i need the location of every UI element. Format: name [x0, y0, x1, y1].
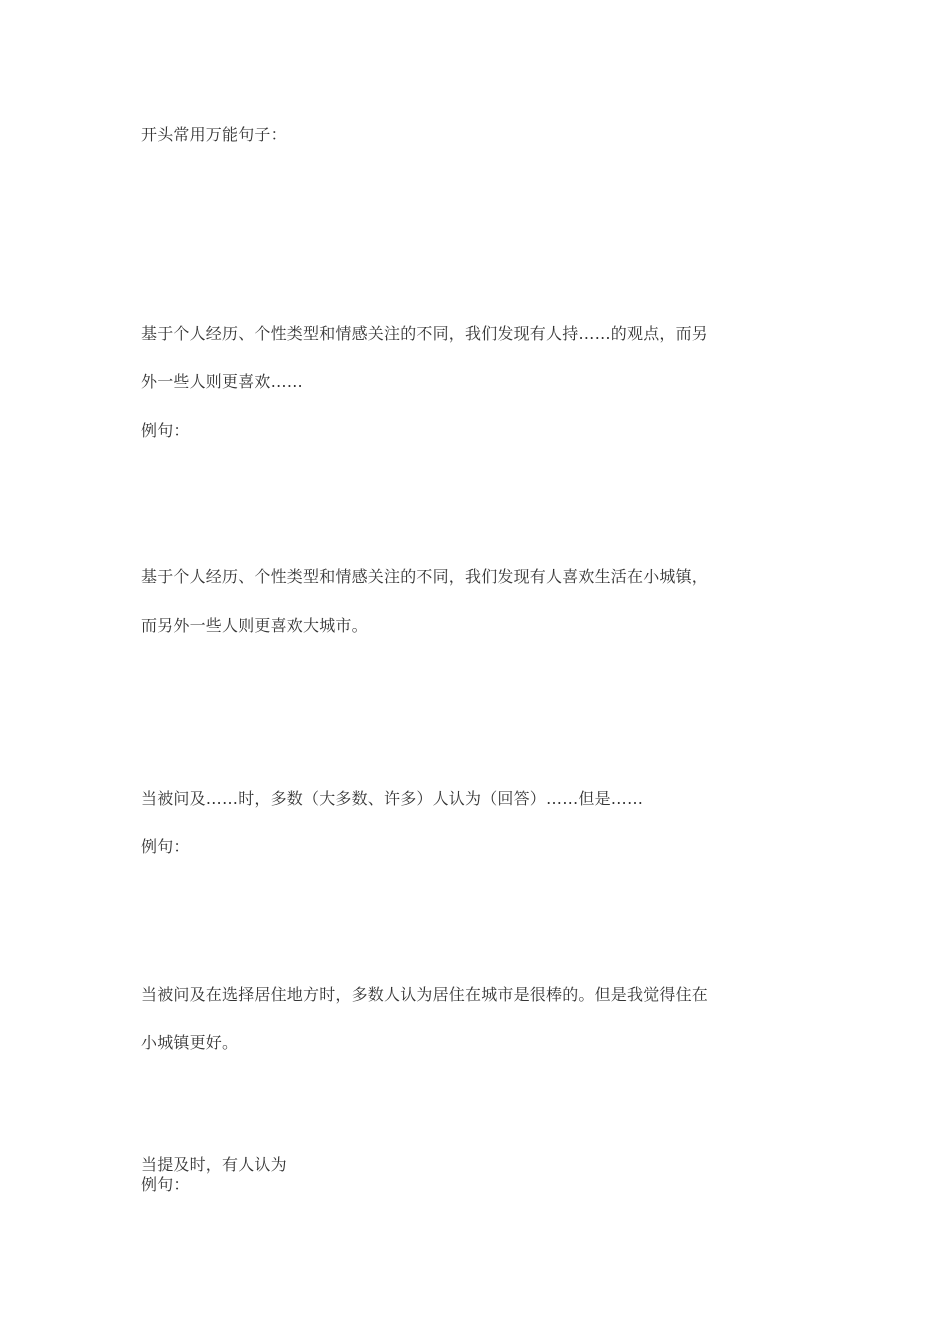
- heading: 开头常用万能句子：: [141, 125, 287, 144]
- example-label-1: 例句：: [141, 421, 190, 440]
- template-sentence-1-line-2: 外一些人则更喜欢……: [141, 372, 304, 391]
- example-label-2: 例句：: [141, 837, 190, 856]
- example-sentence-2-line-1: 当被问及在选择居住地方时，多数人认为居住在城市是很棒的。但是我觉得住在: [141, 985, 709, 1004]
- example-sentence-1-line-2: 而另外一些人则更喜欢大城市。: [141, 616, 368, 635]
- template-sentence-3-line-1: 当提及时，有人认为: [141, 1155, 287, 1174]
- template-sentence-2-line-1: 当被问及……时，多数（大多数、许多）人认为（回答）……但是……: [141, 789, 644, 808]
- example-sentence-2-line-2: 小城镇更好。: [141, 1033, 239, 1052]
- template-sentence-1-line-1: 基于个人经历、个性类型和情感关注的不同，我们发现有人持……的观点，而另: [141, 324, 709, 343]
- example-label-3: 例句：: [141, 1175, 190, 1194]
- example-sentence-1-line-1: 基于个人经历、个性类型和情感关注的不同，我们发现有人喜欢生活在小城镇，: [141, 567, 709, 586]
